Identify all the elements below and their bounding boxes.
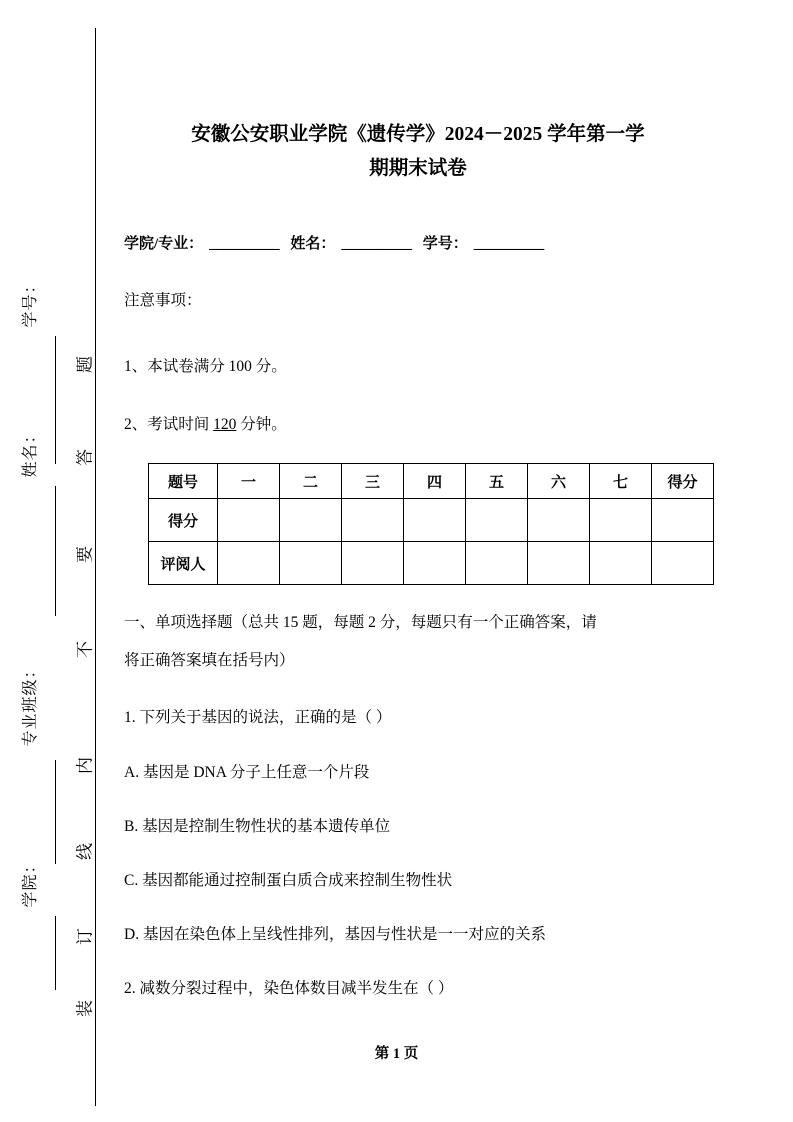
question-1-option-c[interactable] — [124, 868, 724, 890]
table-cell-grader-1[interactable] — [218, 542, 280, 585]
sealing-line-margin — [0, 0, 110, 1122]
table-cell-grader-3[interactable] — [342, 542, 404, 585]
table-row-label-score: 得分 — [149, 499, 218, 542]
table-header-cell-8: 得分 — [652, 464, 714, 499]
page-footer: 第 1 页 — [374, 1046, 419, 1062]
table-cell-grader-2[interactable] — [280, 542, 342, 585]
field-student-id-label: 学号： — [422, 236, 468, 252]
table-row-header — [149, 464, 714, 499]
note-item-1: 1、本试卷满分 100 分。 — [124, 358, 287, 375]
field-name-blank[interactable]: __________ — [341, 236, 412, 252]
seal-blank-college — [55, 916, 56, 990]
question-1-number: 1. — [124, 709, 136, 726]
table-cell-score-total[interactable] — [652, 499, 714, 542]
question-1-option-c-key: C. — [124, 872, 139, 889]
table-header-cell-0: 题号 — [149, 464, 218, 499]
seal-inner-char-7: 订 — [75, 928, 95, 945]
table-header-cell-6: 六 — [528, 464, 590, 499]
seal-inner-char-3: 要 — [75, 546, 95, 563]
table-header-cell-3: 三 — [342, 464, 404, 499]
question-1-option-d-text: 基因在染色体上呈线性排列，基因与性状是一一对应的关系 — [142, 926, 546, 943]
table-cell-score-1[interactable] — [218, 499, 280, 542]
seal-inner-char-1: 题 — [75, 356, 95, 373]
question-1-option-a[interactable] — [124, 760, 724, 782]
question-1-option-d-key: D. — [124, 926, 140, 943]
section-one-heading-line1: 一、单项选择题（总共 15 题，每题 2 分，每题只有一个正确答案，请 — [124, 614, 597, 631]
seal-blank-class — [55, 760, 56, 864]
page-title — [124, 118, 712, 186]
note-item-2 — [124, 412, 724, 434]
question-1-option-b-text: 基因是控制生物性状的基本遗传单位 — [142, 818, 391, 835]
seal-blank-student-id — [55, 336, 56, 464]
notes-heading: 注意事项： — [124, 292, 202, 309]
question-2-stem — [124, 976, 724, 998]
table-cell-score-6[interactable] — [528, 499, 590, 542]
seal-inner-char-5: 内 — [75, 757, 95, 774]
table-header-cell-1: 一 — [218, 464, 280, 499]
field-college-major-blank[interactable]: __________ — [209, 236, 280, 252]
note-item-2-prefix: 2、考试时间 — [124, 416, 214, 433]
table-row — [149, 499, 714, 542]
table-cell-grader-7[interactable] — [590, 542, 652, 585]
question-1-option-b[interactable] — [124, 814, 724, 836]
table-row — [149, 542, 714, 585]
table-header-cell-5: 五 — [466, 464, 528, 499]
student-info-line — [124, 232, 724, 253]
sealing-line-rule — [95, 28, 96, 1106]
table-cell-grader-total[interactable] — [652, 542, 714, 585]
question-1-option-b-key: B. — [124, 818, 139, 835]
question-1-stem — [124, 705, 724, 727]
table-cell-score-2[interactable] — [280, 499, 342, 542]
seal-inner-char-2: 答 — [75, 449, 95, 466]
note-item-2-duration: 120 — [213, 416, 237, 433]
field-college-major-label: 学院/专业： — [124, 236, 204, 252]
question-2-stem-text: 减数分裂过程中，染色体数目减半发生在（ ） — [139, 980, 454, 997]
table-row-label-grader: 评阅人 — [149, 542, 218, 585]
seal-inner-char-8: 装 — [75, 1000, 95, 1017]
table-cell-score-4[interactable] — [404, 499, 466, 542]
seal-label-college: 学院： — [22, 856, 39, 908]
table-cell-grader-4[interactable] — [404, 542, 466, 585]
page-title-line1: 安徽公安职业学院《遗传学》2024－2025 学年第一学 — [191, 124, 645, 145]
score-table — [148, 463, 714, 585]
seal-label-student-id: 学号： — [22, 276, 39, 328]
seal-blank-name — [55, 486, 56, 616]
page-title-line2: 期期末试卷 — [369, 158, 467, 180]
table-cell-score-3[interactable] — [342, 499, 404, 542]
seal-inner-char-4: 不 — [75, 641, 95, 658]
table-cell-grader-5[interactable] — [466, 542, 528, 585]
table-cell-grader-6[interactable] — [528, 542, 590, 585]
question-1-option-a-text: 基因是 DNA 分子上任意一个片段 — [142, 764, 370, 781]
table-cell-score-5[interactable] — [466, 499, 528, 542]
question-1-option-a-key: A. — [124, 764, 140, 781]
question-1-stem-text: 下列关于基因的说法，正确的是（ ） — [139, 709, 392, 726]
table-header-cell-4: 四 — [404, 464, 466, 499]
field-name-label: 姓名： — [290, 236, 336, 252]
seal-label-name: 姓名： — [22, 426, 39, 478]
table-header-cell-7: 七 — [590, 464, 652, 499]
seal-label-class: 专业班级： — [22, 661, 39, 747]
question-1-option-d[interactable] — [124, 922, 724, 944]
question-1-option-c-text: 基因都能通过控制蛋白质合成来控制生物性状 — [142, 872, 453, 889]
field-student-id-blank[interactable]: __________ — [473, 236, 544, 252]
table-header-cell-2: 二 — [280, 464, 342, 499]
seal-inner-char-6: 线 — [75, 843, 95, 860]
note-item-2-suffix: 分钟。 — [236, 416, 287, 433]
question-2-number: 2. — [124, 980, 136, 997]
table-cell-score-7[interactable] — [590, 499, 652, 542]
section-one-heading-line2: 将正确答案填在括号内） — [124, 652, 295, 669]
